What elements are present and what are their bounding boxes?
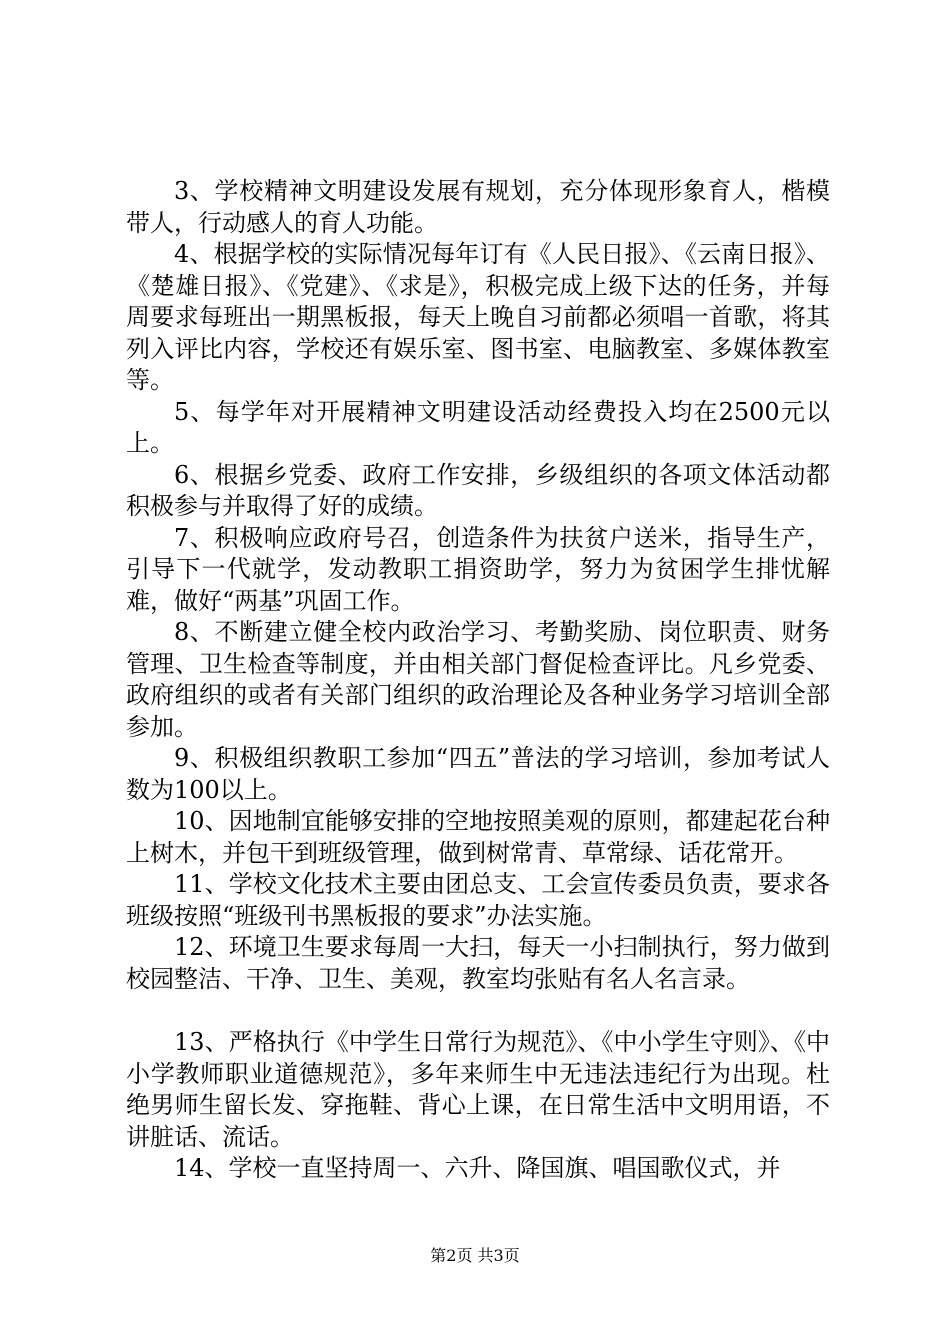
paragraph-item-11: 11、学校文化技术主要由团总支、工会宣传委员负责，要求各班级按照“班级刊书黑板报的要求”办法实施。 [126,870,830,930]
paragraph-item-4: 4、根据学校的实际情况每年订有《人民日报》、《云南日报》、《楚雄日报》、《党建》、《求是》，积极完成上级下达的任务，并每周要求每班出一期黑板报，每天上晚自习前都必须唱一首歌，将其列入评比内容，学校还有娱乐室、图书室、电脑教室、多媒体教室等。 [126,240,830,394]
page-footer [0,1246,950,1266]
paragraph-item-8: 8、不断建立健全校内政治学习、考勤奖励、岗位职责、财务管理、卫生检查等制度，并由相关部门督促检查评比。凡乡党委、政府组织的或者有关部门组织的政治理论及各种业务学习培训全部参加。 [126,618,830,741]
document-body [126,176,830,1185]
paragraph-item-5: 5、每学年对开展精神文明建设活动经费投入均在2500元以上。 [126,397,830,457]
paragraph-item-10: 10、因地制宜能够安排的空地按照美观的原则，都建起花台种上树木，并包干到班级管理，做到树常青、草常绿、话花常开。 [126,807,830,867]
paragraph-item-12: 12、环境卫生要求每周一大扫，每天一小扫制执行，努力做到校园整洁、干净、卫生、美观，教室均张贴有名人名言录。 [126,933,830,993]
paragraph-item-9: 9、积极组织教职工参加“四五”普法的学习培训，参加考试人数为100以上。 [126,744,830,804]
paragraph-item-3: 3、学校精神文明建设发展有规划，充分体现形象育人，楷模带人，行动感人的育人功能。 [126,177,830,237]
paragraph-item-13: 13、严格执行《中学生日常行为规范》、《中小学生守则》、《中小学教师职业道德规范》，多年来师生中无违法违纪行为出现。杜绝男师生留长发、穿拖鞋、背心上课，在日常生活中文明用语，不讲脏话、流话。 [126,1028,830,1151]
page-number-indicator: 第2页 共3页 [430,1246,520,1265]
paragraph-item-14: 14、学校一直坚持周一、六升、降国旗、唱国歌仪式，并 [174,1154,781,1182]
paragraph-item-6: 6、根据乡党委、政府工作安排，乡级组织的各项文体活动都积极参与并取得了好的成绩。 [126,460,830,520]
paragraph-item-7: 7、积极响应政府号召，创造条件为扶贫户送米，指导生产，引导下一代就学，发动教职工捐资助学，努力为贫困学生排忧解难，做好“两基”巩固工作。 [126,523,830,615]
